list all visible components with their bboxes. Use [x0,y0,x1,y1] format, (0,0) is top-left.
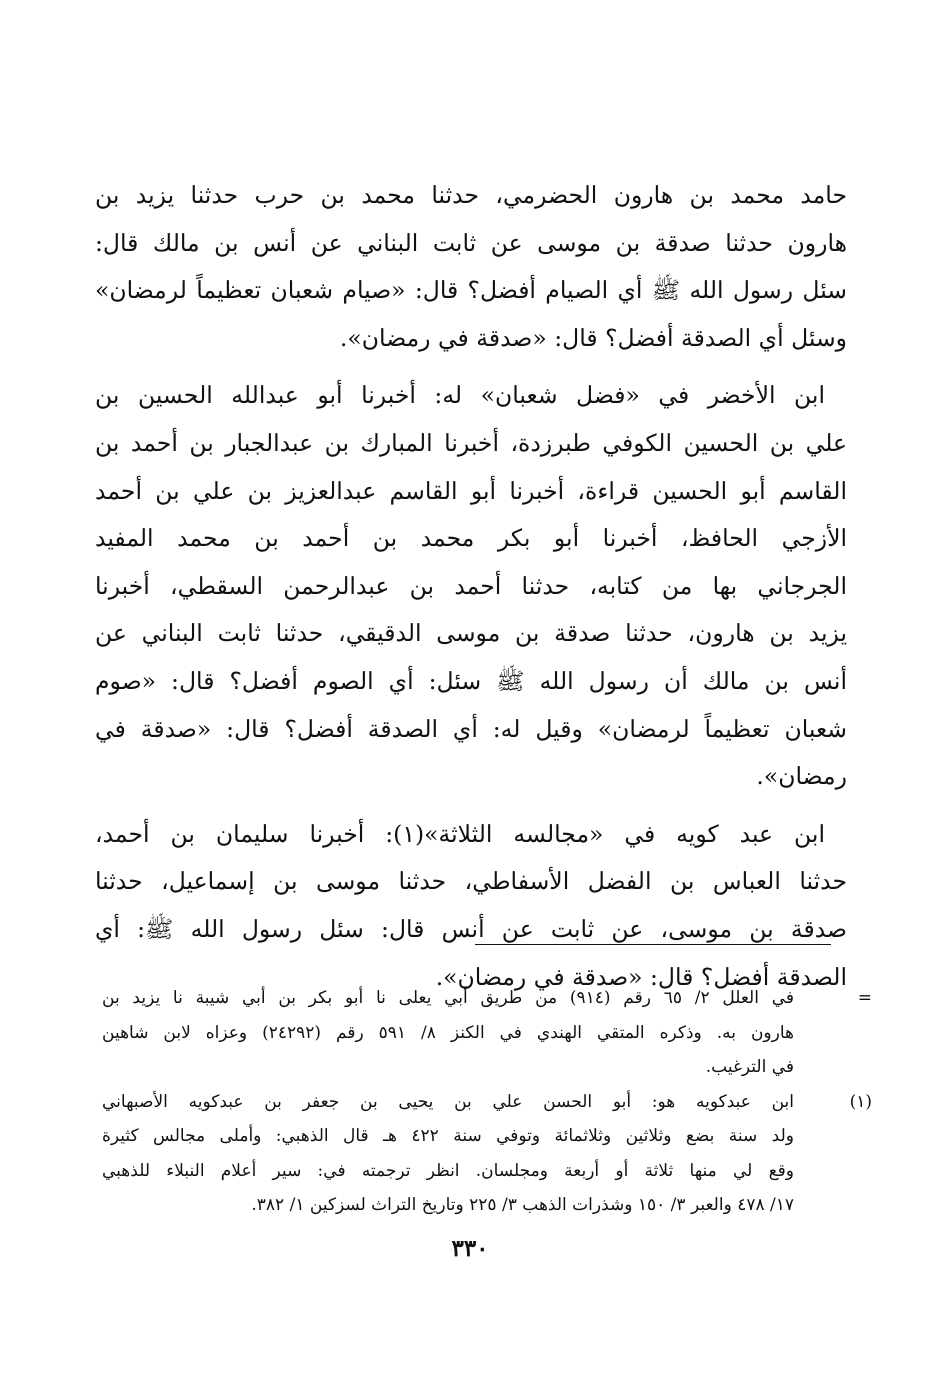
text-line: ابن عبد كويه في «مجالسه الثلاثة»(١): أخبرنا سليمان بن أحمد، [95,819,825,848]
text-line: يزيد بن هارون، حدثنا صدقة بن موسى الدقيقي، حدثنا ثابت البناني عن [95,619,847,648]
footnote-number: (١) [849,1091,872,1112]
footnotes [102,981,872,1223]
text-line: الصدقة أفضل؟ قال: «صدقة في رمضان». [435,962,847,991]
paragraph-gap [95,362,847,372]
text-line: شعبان تعظيماً لرمضان» وقيل له: أي الصدقة أفضل؟ قال: «صدقة في [95,714,847,743]
text-line: وسئل أي الصدقة أفضل؟ قال: «صدقة في رمضان». [339,323,847,352]
text-line: الأزجي الحافظ، أخبرنا أبو بكر محمد بن أحمد بن محمد المفيد [95,524,847,553]
page-number: ٣٣٠ [451,1235,489,1262]
footnote-line: ١٧/ ٤٧٨ والعبر ٣/ ١٥٠ وشذرات الذهب ٣/ ٢٢٥ وتاريخ التراث لسزكين ١/ ٣٨٢. [251,1195,794,1215]
text-line: علي بن الحسين الكوفي طبرزدة، أخبرنا المبارك بن عبدالجبار بن أحمد بن [95,428,847,457]
paragraph-gap [95,801,847,811]
continuation-marker: = [857,988,872,1008]
footnote-line: في العلل ٢/ ٦٥ رقم (٩١٤) من طريق أبي يعلى نا أبو بكر بن أبي شيبة نا يزيد بن [102,988,794,1008]
text-line: حدثنا العباس بن الفضل الأسفاطي، حدثنا موسى بن إسماعيل، حدثنا [95,867,847,896]
text-line: أنس بن مالك أن رسول الله ﷺ سئل: أي الصوم أفضل؟ قال: «صوم [95,666,847,695]
text-line: هارون حدثنا صدقة بن موسى عن ثابت البناني عن أنس بن مالك قال: [95,228,847,257]
main-text [95,172,847,1001]
footnote-continuation [102,981,872,1085]
footnote-line: وقع لي منها ثلاثة أو أربعة ومجلسان. انظر ترجمته في: سير أعلام النبلاء للذهبي [102,1160,794,1181]
text-line: القاسم أبو الحسين قراءة، أخبرنا أبو القاسم عبدالعزيز بن علي بن أحمد [95,476,847,505]
footnote-line: في الترغيب. [705,1057,794,1077]
footnote-line: ابن عبدكويه هو: أبو الحسن علي بن يحيى بن جعفر بن عبدكويه الأصبهاني [102,1091,794,1112]
footnote-1 [102,1085,872,1223]
text-line: ابن الأخضر في «فضل شعبان» له: أخبرنا أبو عبدالله الحسين بن [95,381,825,410]
text-line: رمضان». [756,762,847,791]
footnote-line: هارون به. وذكره المتقي الهندي في الكنز ٨/ ٥٩١ رقم (٢٤٢٩٢) وعزاه لابن شاهين [102,1022,794,1043]
text-line: حامد محمد بن هارون الحضرمي، حدثنا محمد بن حرب حدثنا يزيد بن [95,181,847,209]
text-line: الجرجاني بها من كتابه، حدثنا أحمد بن عبدالرحمن السقطي، أخبرنا [95,571,847,600]
text-line: صدقة بن موسى، عن ثابت عن أنس قال: سئل رسول الله ﷺ: أي [95,914,847,943]
footnote-line: ولد سنة بضع وثلاثين وثلاثمائة وتوفي سنة ٤٢٢ هـ قال الذهبي: وأملى مجالس كثيرة [102,1126,794,1146]
text-line: سئل رسول الله ﷺ أي الصيام أفضل؟ قال: «صيام شعبان تعظيماً لرمضان» [95,276,847,305]
footnote-separator [475,944,831,945]
